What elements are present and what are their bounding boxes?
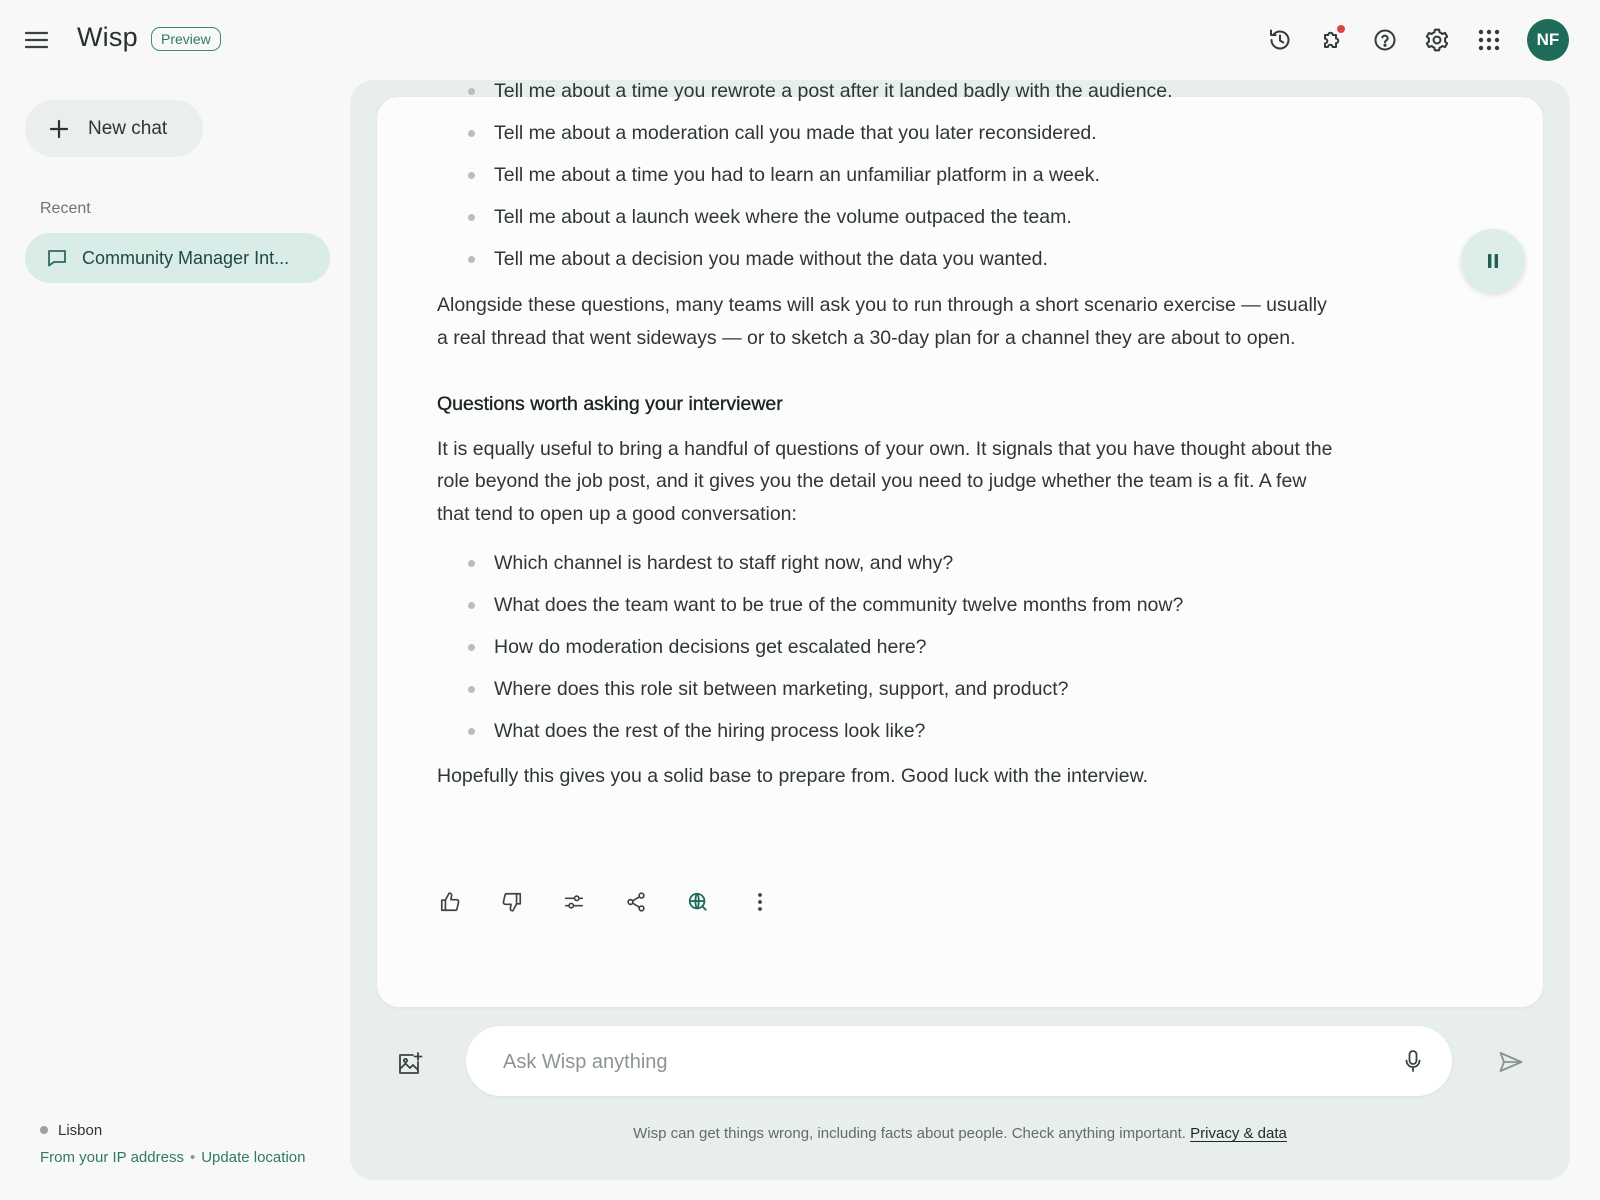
- disclaimer-text: Wisp can get things wrong, including facts about people. Check anything important.: [633, 1125, 1186, 1142]
- history-icon[interactable]: [1262, 22, 1298, 58]
- list-item: What does the team want to be true of the community twelve months from now?: [437, 584, 1337, 626]
- thumbs-up-icon[interactable]: [430, 882, 470, 922]
- recent-heading: Recent: [40, 200, 91, 217]
- chat-bubble-icon: [46, 248, 68, 268]
- paragraph-closing: Hopefully this gives you a solid base to prepare from. Good luck with the interview.: [437, 765, 1149, 787]
- list-item: Which channel is hardest to staff right now, and why?: [437, 542, 1337, 584]
- apps-grid-icon[interactable]: [1471, 22, 1507, 58]
- gear-icon[interactable]: [1419, 22, 1455, 58]
- avatar[interactable]: NF: [1527, 19, 1569, 61]
- globe-icon[interactable]: [678, 882, 718, 922]
- plus-icon: [49, 119, 69, 139]
- list-item: Tell me about a decision you made without the data you wanted.: [437, 238, 1337, 280]
- location-links: [40, 1149, 305, 1166]
- privacy-link[interactable]: Privacy & data: [1190, 1125, 1287, 1142]
- new-chat-button[interactable]: [25, 100, 203, 157]
- microphone-icon[interactable]: [1393, 1041, 1433, 1081]
- list-item: How do moderation decisions get escalated here?: [437, 626, 1337, 668]
- location-separator: •: [189, 1149, 196, 1166]
- notification-dot: [1337, 25, 1345, 33]
- list-item: Tell me about a time you rewrote a post after it landed badly with the audience.: [437, 70, 1337, 112]
- recent-chat-label: Community Manager Int...: [82, 247, 290, 268]
- location-city: [40, 1122, 102, 1139]
- add-image-icon[interactable]: [390, 1044, 430, 1084]
- question-list-top: [437, 70, 1337, 280]
- ip-address-link[interactable]: From your IP address: [40, 1149, 184, 1166]
- paragraph-scenario: Alongside these questions, many teams will ask you to run through a short scenario exercise — usually a real thread that went sideways — or to sketch a 30-day plan for a channel they are about to open.: [437, 294, 1327, 349]
- pause-icon: [1486, 253, 1500, 269]
- disclaimer: [350, 1125, 1570, 1142]
- list-item: What does the rest of the hiring process look like?: [437, 710, 1337, 752]
- recent-chat-item[interactable]: [25, 233, 330, 283]
- location-dot: [40, 1126, 48, 1134]
- section-heading: Questions worth asking your interviewer: [437, 393, 783, 415]
- extensions-icon[interactable]: [1314, 22, 1350, 58]
- app-title: Wisp: [77, 22, 138, 52]
- response-card: [377, 80, 1543, 1007]
- thumbs-down-icon[interactable]: [492, 882, 532, 922]
- list-item: Tell me about a moderation call you made that you later reconsidered.: [437, 112, 1337, 154]
- help-icon[interactable]: [1367, 22, 1403, 58]
- response-content: [437, 70, 1337, 793]
- menu-icon[interactable]: [24, 28, 52, 52]
- update-location-link[interactable]: Update location: [201, 1149, 306, 1166]
- chat-input[interactable]: [501, 1026, 1365, 1098]
- list-item: Tell me about a time you had to learn an unfamiliar platform in a week.: [437, 154, 1337, 196]
- new-chat-label: New chat: [88, 117, 168, 139]
- share-icon[interactable]: [616, 882, 656, 922]
- chat-input-container: [466, 1026, 1452, 1096]
- pause-button[interactable]: [1461, 229, 1525, 293]
- list-item: Where does this role sit between marketing, support, and product?: [437, 668, 1337, 710]
- question-list-bottom: [437, 542, 1337, 752]
- list-item: Tell me about a launch week where the volume outpaced the team.: [437, 196, 1337, 238]
- preview-badge: Preview: [151, 27, 221, 51]
- tune-icon[interactable]: [554, 882, 594, 922]
- more-vert-icon[interactable]: [740, 882, 780, 922]
- location-city-label: Lisbon: [58, 1122, 103, 1139]
- paragraph-questions-intro: It is equally useful to bring a handful of questions of your own. It signals that you have thought about the role beyond the job post, and it gives you the detail you need to judge whether the team is a fit. A few that tend to open up a good conversation:: [437, 437, 1333, 525]
- send-icon[interactable]: [1490, 1041, 1532, 1083]
